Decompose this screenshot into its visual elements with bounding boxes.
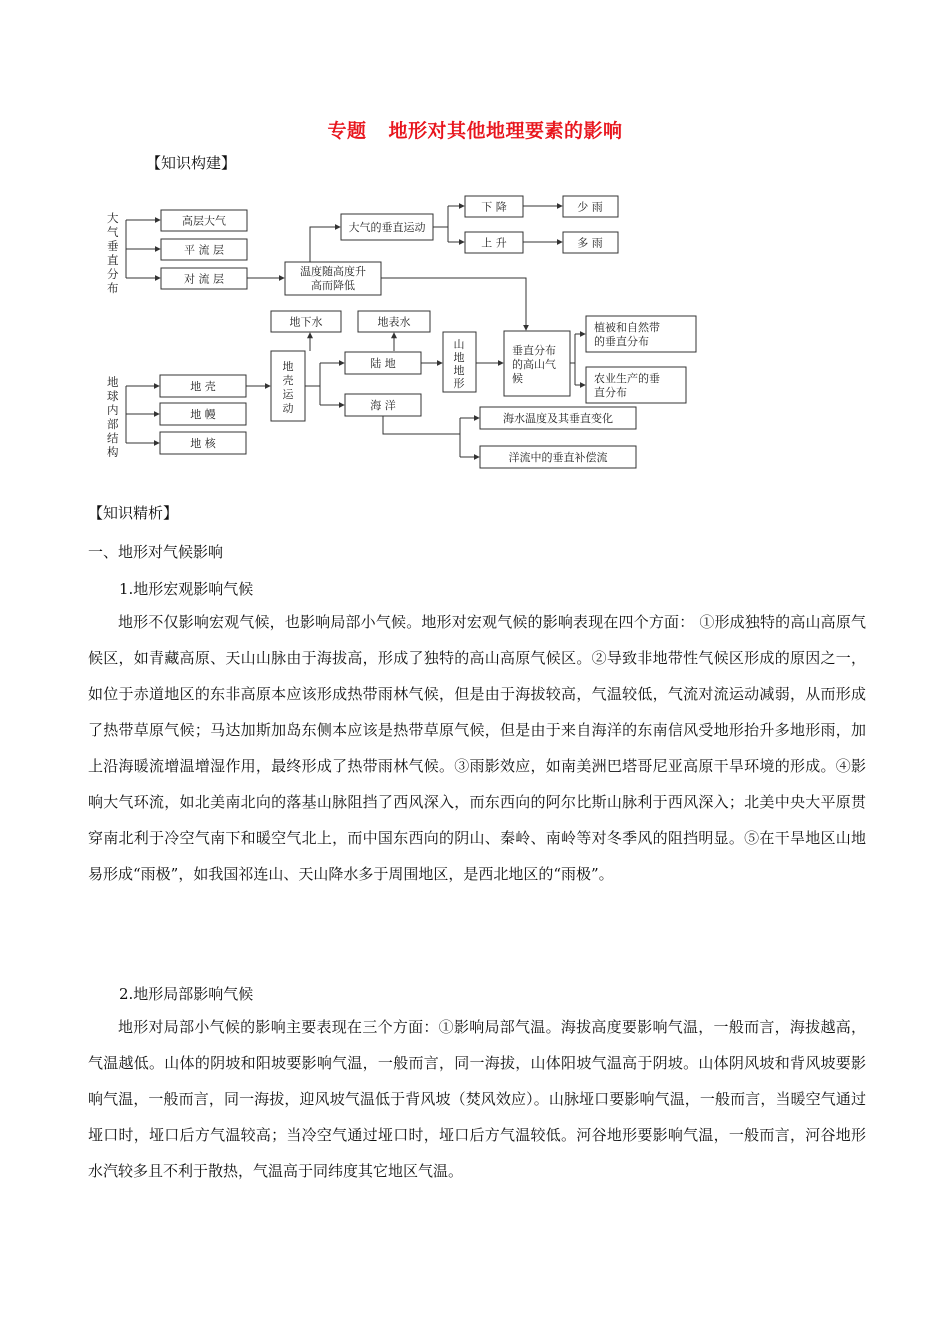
page-title (0, 116, 950, 143)
temperature-line1: 温度随高度升 (300, 265, 366, 278)
descend-text: 下 降 (481, 200, 507, 214)
vegetation-line: 植被和自然带 (594, 321, 660, 334)
vertical-climate-line: 候 (512, 372, 523, 385)
temperature-line2: 高而降低 (311, 279, 355, 292)
section-knowledge-analysis: 【知识精析】 (88, 504, 179, 522)
mountain-terrain-char: 山 (453, 338, 465, 351)
mountain-terrain-char: 地 (453, 351, 465, 364)
earth-structure-label (107, 375, 119, 459)
atmosphere-label-char: 布 (107, 281, 119, 295)
paragraph-macro-climate: 地形不仅影响宏观气候，也影响局部小气候。地形对宏观气候的影响表现在四个方面： ①形成独特的高山高原气候区，如青藏高原、天山山脉由于海拔高，形成了独特的高山高原气候区。②导致非地带性气候区形成的原因之一，如位于赤道地区的东非高原本应该形成热带雨林气候，但是由于海拔较高，气温较低，气流对流运动减弱，从而形成了热带草原气候；马达加斯加岛东侧本应该是热带草原气候，但是由于来自海洋的东南信风受地形抬升多地形雨，加上沿海暖流增温增湿作用，最终形成了热带雨林气候。③雨影效应，如南美洲巴塔哥尼亚高原干旱环境的形成。④影响大气环流，如北美南北向的落基山脉阻挡了西风深入，而东西向的阿尔比斯山脉利于西风深入；北美中央大平原贯穿南北利于冷空气南下和暖空气北上，而中国东西向的阴山、秦岭、南岭等对冬季风的阻挡明显。⑤在干旱地区山地易形成“雨极”，如我国祁连山、天山降水多于周围地区，是西北地区的“雨极”。 (88, 613, 866, 883)
earth-label-char: 球 (107, 389, 119, 403)
agriculture-line: 直分布 (594, 386, 627, 399)
agriculture-line: 农业生产的垂 (594, 372, 660, 385)
vertical-motion-text: 大气的垂直运动 (348, 221, 426, 234)
crust-text: 地 壳 (190, 380, 216, 393)
vegetation-line: 的垂直分布 (594, 335, 649, 348)
land-text: 陆 地 (370, 357, 396, 370)
earth-label-char: 部 (107, 417, 119, 431)
earth-label-char: 内 (107, 403, 119, 417)
vertical-climate-line: 垂直分布 (512, 344, 556, 357)
atmosphere-label (107, 211, 119, 295)
heading-terrain-climate: 一、地形对气候影响 (88, 543, 224, 561)
mountain-terrain-char: 形 (453, 377, 465, 390)
crustal-motion-char: 地 (282, 360, 294, 373)
title-prefix: 专题 (327, 120, 367, 142)
core-text: 地 核 (190, 437, 216, 450)
mantle-text: 地 幔 (190, 408, 216, 421)
atmosphere-label-char: 垂 (107, 239, 119, 253)
surface-water-text: 地表水 (377, 315, 411, 329)
crustal-motion-char: 运 (282, 388, 294, 401)
earth-label-char: 地 (107, 375, 119, 389)
atmosphere-label-char: 大 (107, 211, 119, 225)
section-knowledge-build: 【知识构建】 (146, 154, 237, 172)
mountain-terrain-char: 地 (453, 364, 465, 377)
atmosphere-label-char: 分 (107, 267, 119, 281)
title-main: 地形对其他地理要素的影响 (388, 120, 623, 142)
crustal-motion-char: 动 (282, 402, 294, 415)
upper-atmosphere-text: 高层大气 (182, 214, 226, 228)
little-rain-text: 少 雨 (577, 200, 603, 214)
paragraph-local-climate: 地形对局部小气候的影响主要表现在三个方面：①影响局部气温。海拔高度要影响气温，一般而言，海拔越高，气温越低。山体的阴坡和阳坡要影响气温，一般而言，同一海拔，山体阳坡气温高于阴坡。山体阴风坡和背风坡要影响气温，一般而言，同一海拔，迎风坡气温低于背风坡（焚风效应）。山脉垭口要影响气温，一般而言，当暖空气通过垭口时，垭口后方气温较高；当冷空气通过垭口时，垭口后方气温较低。河谷地形要影响气温，一般而言，河谷地形水汽较多且不利于散热，气温高于同纬度其它地区气温。 (88, 1018, 866, 1180)
atmosphere-label-char: 气 (107, 225, 119, 239)
ascend-text: 上 升 (481, 236, 507, 250)
groundwater-text: 地下水 (289, 315, 323, 329)
sea-temperature-text: 海水温度及其垂直变化 (503, 412, 613, 425)
subheading-local: 2.地形局部影响气候 (119, 985, 254, 1003)
compensation-text: 洋流中的垂直补偿流 (508, 451, 608, 464)
stratosphere-text: 平 流 层 (184, 243, 224, 257)
troposphere-text: 对 流 层 (184, 272, 224, 286)
vertical-climate-line: 的高山气 (512, 358, 556, 371)
crustal-motion-char: 壳 (282, 374, 294, 387)
much-rain-text: 多 雨 (577, 236, 603, 250)
atmosphere-label-char: 直 (107, 253, 119, 267)
earth-label-char: 结 (107, 431, 119, 445)
knowledge-diagram (98, 186, 708, 476)
earth-label-char: 构 (107, 445, 119, 459)
ocean-text: 海 洋 (370, 399, 396, 412)
subheading-macro: 1.地形宏观影响气候 (119, 580, 254, 598)
